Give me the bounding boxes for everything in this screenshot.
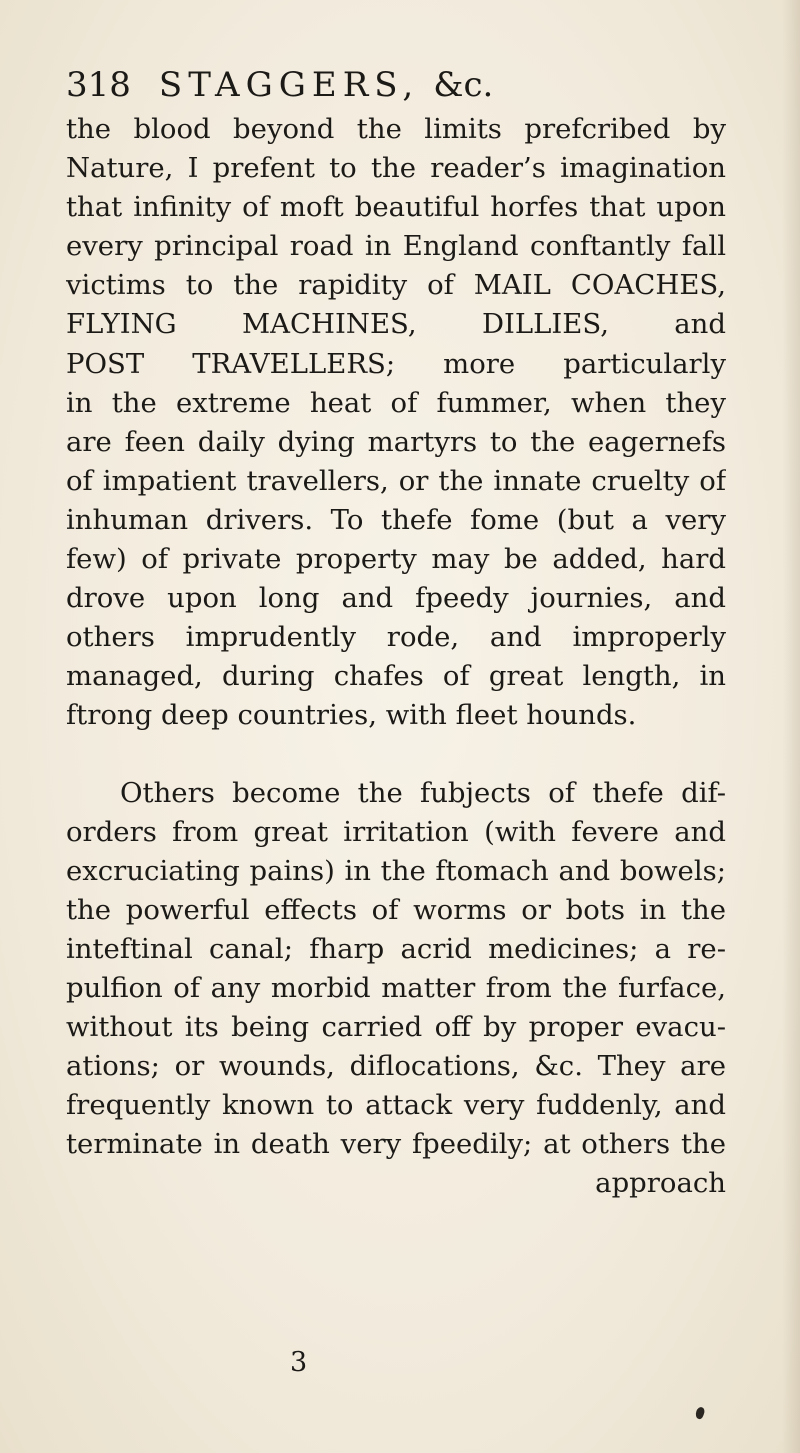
page-number: 318 (66, 65, 131, 105)
paragraph-1 (66, 110, 726, 736)
text-line: pulfion of any morbid matter from the furface, (66, 971, 726, 1004)
text-line: Others become the fubjects of thefe dif- (120, 776, 726, 809)
text-line: the powerful effects of worms or bots in the (66, 893, 726, 926)
running-head (66, 60, 746, 110)
text-line: drove upon long and fpeedy journies, and (66, 582, 726, 615)
text-line: every principal road in England conftantly fall (66, 230, 726, 263)
running-title-etc: &c. (433, 65, 494, 105)
text-line: FLYING MACHINES, DILLIES, and (66, 308, 726, 341)
text-line: inteftinal canal; fharp acrid medicines; a re- (66, 932, 726, 965)
text-line: excruciating pains) in the ftomach and bowels; (66, 854, 726, 887)
text-line: without its being carried off by proper evacu- (66, 1011, 726, 1044)
text-line: that infinity of moft beautiful horfes that upon (66, 191, 726, 224)
text-line: the blood beyond the limits prefcribed by (66, 113, 726, 145)
text-line: ftrong deep countries, with fleet hounds. (66, 699, 637, 732)
text-line: few) of private property may be added, hard (66, 543, 726, 576)
body-text (66, 110, 726, 1204)
text-line: of impatient travellers, or the innate cruelty of (66, 464, 726, 497)
text-line: POST TRAVELLERS; more particularly (66, 347, 726, 380)
text-line: victims to the rapidity of MAIL COACHES, (66, 269, 726, 302)
text-line: frequently known to attack very fuddenly, and (66, 1089, 726, 1122)
text-line: are feen daily dying martyrs to the eagernefs (66, 425, 726, 458)
text-line: terminate in death very fpeedily; at others the (66, 1128, 726, 1161)
page-edge-shadow (782, 0, 800, 1453)
text-line: ations; or wounds, diflocations, &c. They are (66, 1050, 726, 1083)
paragraph-2 (66, 774, 726, 1165)
paragraph-gap (66, 736, 726, 774)
signature-mark: 3 (290, 1347, 308, 1378)
text-line: inhuman drivers. To thefe fome (but a very (66, 503, 726, 536)
running-title: STAGGERS, (158, 65, 420, 105)
text-line: orders from great irritation (with fevere and (66, 815, 726, 848)
ink-speck (694, 1406, 706, 1420)
catchword: approach (595, 1167, 726, 1200)
text-line: in the extreme heat of fummer, when they (66, 386, 726, 419)
text-line: others imprudently rode, and improperly (66, 621, 726, 654)
text-line: managed, during chafes of great length, in (66, 660, 726, 693)
text-line: Nature, I prefent to the reader’s imagination (66, 152, 726, 185)
